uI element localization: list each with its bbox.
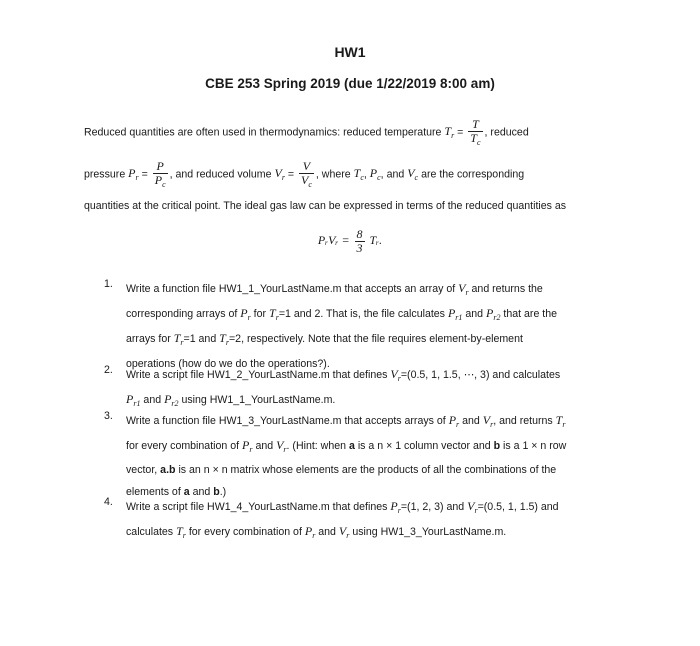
reduced-gas-law-equation: PᵣVᵣ = $\frac{8}{3}$ Tᵣ. bbox=[317, 227, 383, 255]
page-title: HW1 bbox=[334, 44, 366, 60]
intro-line-3: quantities at the critical point. The ideal gas law can be expressed in terms of the reduced quantities as bbox=[84, 200, 567, 212]
course-subtitle: CBE 253 Spring 2019 (due 1/22/2019 8:00 am) bbox=[205, 76, 495, 91]
intro-line-2: pressure $P_r$ = $\frac{P}{P_c}$ , and reduced volume $V_r$ = $\frac{V}{V_c}$ , where $T_c$, $P_c$, and $V_c$ are the corresponding bbox=[84, 159, 525, 189]
intro-line-1: Reduced quantities are often used in thermodynamics: reduced temperature $T_r$ = $\frac{T}{T_c}$ , reduced bbox=[84, 117, 529, 147]
